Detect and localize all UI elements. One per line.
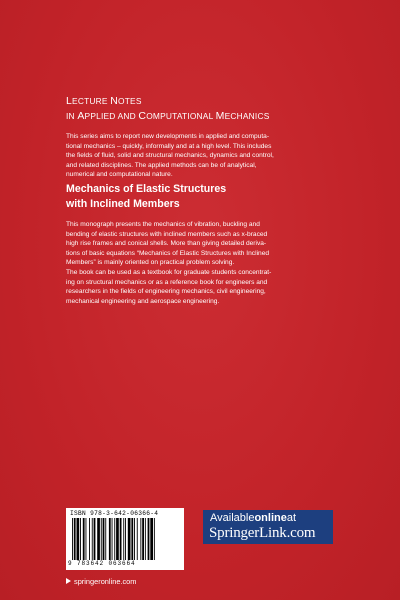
springerlink-available-line <box>210 512 296 525</box>
series-description-line: the fields of fluid, solid and structural mechanics, dynamics and control, <box>66 152 274 160</box>
book-description <box>66 220 338 306</box>
book-description-line: researchers in the fields of engineering mechanics, civil engineering, <box>66 288 266 296</box>
barcode-bar <box>114 518 115 560</box>
barcode-bar <box>105 518 106 560</box>
springerlink-badge[interactable] <box>203 510 333 544</box>
series-title <box>66 94 366 124</box>
barcode-bar <box>137 518 138 560</box>
barcode-bar <box>94 518 96 560</box>
at-text: at <box>286 512 297 524</box>
barcode-bar <box>80 518 81 560</box>
book-description-line: bending of elastic structures with inclined members such as x-braced <box>66 230 268 238</box>
book-description-line: Members” is mainly oriented on practical problem solving. <box>66 259 235 267</box>
book-description-line: tions of basic equations “Mechanics of Elastic Structures with Inclined <box>66 249 270 257</box>
barcode-bar <box>145 518 146 560</box>
book-description-line: ing on structural mechanics or as a reference book for engineers and <box>66 278 268 286</box>
isbn-barcode <box>66 508 184 570</box>
series-description-line: tional mechanics – quickly, informally and at a high level. This includes <box>66 142 272 150</box>
barcode-bar <box>140 518 141 560</box>
barcode-bar <box>120 518 122 560</box>
publisher-url-text: springeronline.com <box>74 577 137 586</box>
publisher-url[interactable] <box>66 577 136 586</box>
series-description-line: numerical and computational nature. <box>66 171 173 179</box>
barcode-bar <box>101 518 102 560</box>
barcode-digits: 9 783642 063664 <box>68 560 136 567</box>
barcode-bar <box>148 518 150 560</box>
series-title-line1: LECTURE NOTES <box>66 95 142 107</box>
barcode-bar <box>103 518 105 560</box>
barcode-bar <box>97 518 100 560</box>
barcode-bar <box>83 518 85 560</box>
barcode-bar <box>123 518 124 560</box>
book-description-line: mechanical engineering and aerospace engineering. <box>66 297 220 305</box>
barcode-bar <box>131 518 133 560</box>
book-title-line1: Mechanics of Elastic Structures <box>66 183 227 195</box>
barcode-bar <box>92 518 93 560</box>
barcode-bar <box>89 518 90 560</box>
isbn-number: ISBN 978-3-642-06366-4 <box>70 510 159 517</box>
arrow-right-icon <box>66 578 71 584</box>
book-title <box>66 182 346 212</box>
book-description-line: This monograph presents the mechanics of vibration, buckling and <box>66 221 260 228</box>
book-description-line: high rise frames and conical shells. More than giving detailed deriva- <box>66 240 267 248</box>
springerlink-name: SpringerLink.com <box>209 525 316 541</box>
barcode-bar <box>128 518 131 560</box>
barcode-bar <box>86 518 87 560</box>
barcode-bars <box>70 518 180 560</box>
barcode-bar <box>112 518 113 560</box>
barcode-bar <box>134 518 135 560</box>
barcode-bar <box>116 518 119 560</box>
series-description-line: and related disciplines. The applied methods can be of analytical, <box>66 161 257 169</box>
book-description-p1 <box>66 220 338 268</box>
barcode-bar <box>150 518 153 560</box>
available-text: Available <box>210 512 255 524</box>
book-description-line: The book can be used as a textbook for graduate students concentrat- <box>66 268 272 276</box>
barcode-bar <box>72 518 73 560</box>
barcode-bar <box>77 518 80 560</box>
book-title-line2: with Inclined Members <box>66 198 180 210</box>
series-description-line: This series aims to report new developments in applied and computa- <box>66 133 270 140</box>
series-description <box>66 132 338 180</box>
barcode-bar <box>142 518 144 560</box>
barcode-bar <box>154 518 155 560</box>
barcode-bar <box>74 518 76 560</box>
series-title-line2: IN APPLIED AND COMPUTATIONAL MECHANICS <box>66 110 270 122</box>
barcode-bar <box>109 518 111 560</box>
book-description-p2 <box>66 268 338 306</box>
barcode-bar <box>125 518 126 560</box>
online-text: online <box>254 512 287 524</box>
